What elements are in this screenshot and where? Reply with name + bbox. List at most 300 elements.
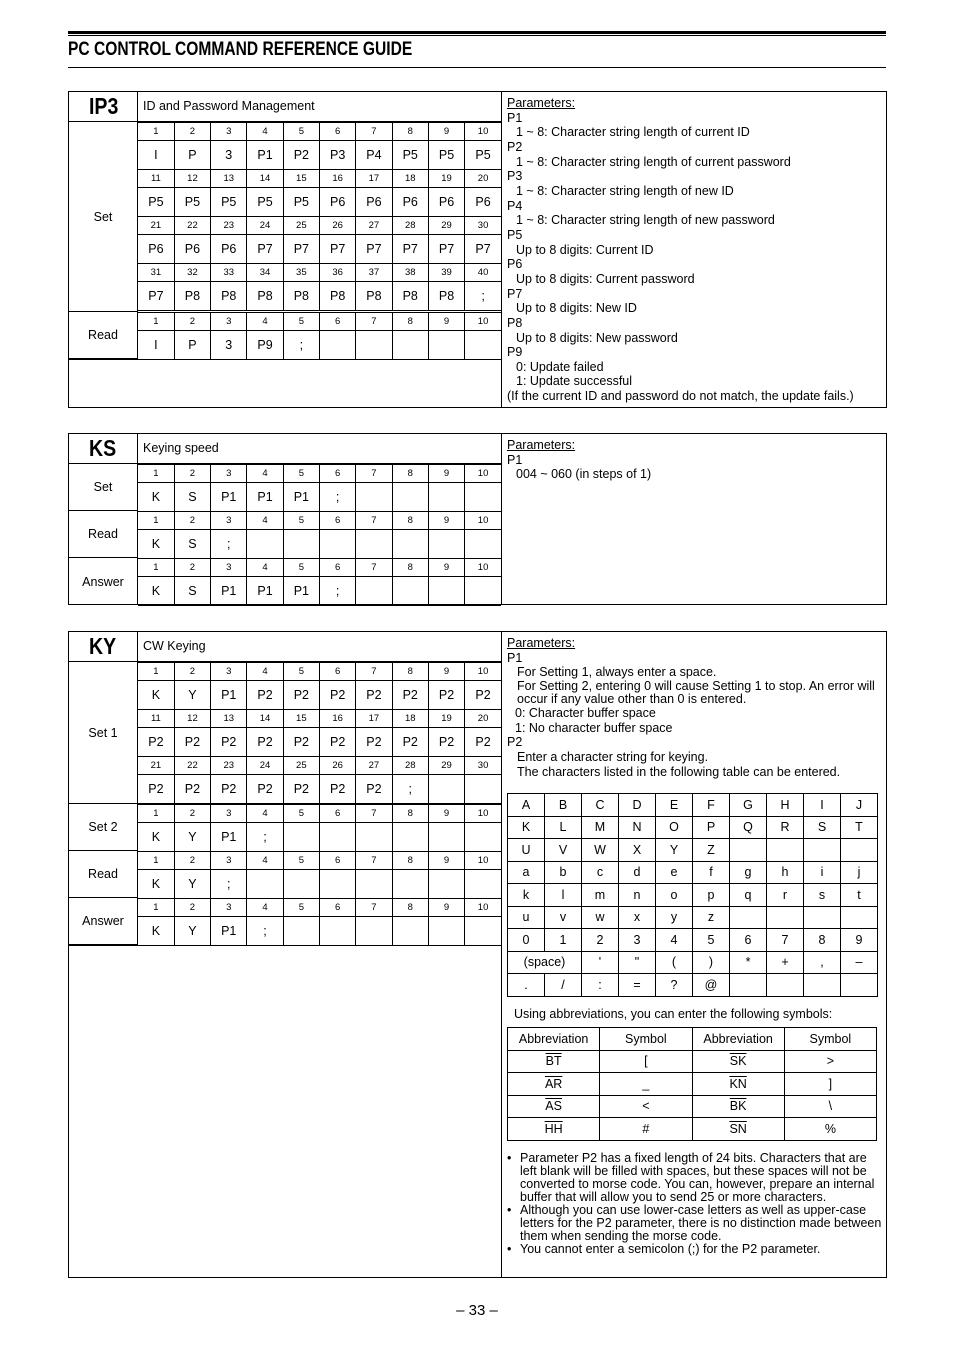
- character-cell: @: [693, 974, 730, 997]
- command-value-cell: P2: [392, 728, 428, 757]
- command-value-cell: P2: [283, 775, 319, 804]
- position-number: 10: [465, 663, 501, 681]
- command-value-cell: P8: [319, 282, 355, 311]
- command-value-cell: P2: [138, 728, 174, 757]
- parameter-line: P6: [507, 257, 523, 272]
- position-number: 13: [211, 710, 247, 728]
- character-row: [508, 929, 878, 952]
- command-value-cell: P6: [465, 188, 501, 217]
- command-value-cell: P7: [247, 235, 283, 264]
- position-number: 3: [211, 512, 247, 530]
- command-value-cell: P1: [211, 823, 247, 852]
- character-cell: J: [841, 794, 878, 817]
- character-cell: X: [619, 839, 656, 862]
- command-value-cell: Y: [174, 917, 210, 946]
- note-text: Parameter P2 has a fixed length of 24 bits. Characters that are left blank will be filled with spaces, but these spaces will not be converted to morse code. You can, however, prepare an internal buffer that will allow you to send 25 or more characters.: [520, 1150, 875, 1204]
- command-value-row: [138, 823, 501, 852]
- format-table-set: [138, 464, 501, 512]
- abbreviation-text: $\overline{SN}$: [729, 1121, 747, 1136]
- character-cell: t: [841, 884, 878, 907]
- position-number: 8: [392, 559, 428, 577]
- command-value-cell: P3: [319, 141, 355, 170]
- position-number: 5: [283, 559, 319, 577]
- position-number: 22: [174, 757, 210, 775]
- position-number: 4: [247, 512, 283, 530]
- character-cell: [767, 839, 804, 862]
- position-number: 9: [428, 852, 464, 870]
- parameter-line: P1: [507, 452, 523, 467]
- character-row: [508, 974, 878, 997]
- character-cell: [841, 839, 878, 862]
- position-number: 11: [138, 170, 174, 188]
- position-number: 2: [174, 663, 210, 681]
- command-value-cell: [356, 823, 392, 852]
- position-number-row: [138, 264, 501, 282]
- notes-list: [507, 1152, 883, 1256]
- character-cell: R: [767, 816, 804, 839]
- parameter-line: Up to 8 digits: New ID: [516, 301, 637, 316]
- command-code: KY: [69, 632, 138, 662]
- symbol-cell: >: [784, 1050, 876, 1073]
- position-number: 1: [138, 559, 174, 577]
- format-table-read: [138, 312, 501, 360]
- character-cell: V: [545, 839, 582, 862]
- table-bottom-rule: [69, 359, 501, 360]
- position-number: 2: [174, 465, 210, 483]
- position-number: 10: [465, 852, 501, 870]
- symbol-cell: <: [600, 1095, 692, 1118]
- command-value-cell: [428, 870, 464, 899]
- parameters-panel: [507, 96, 883, 404]
- command-value-cell: [428, 775, 464, 804]
- abbreviation-header: Abbreviation: [692, 1028, 784, 1051]
- command-block-ky: [68, 631, 887, 1278]
- command-value-cell: P5: [465, 141, 501, 170]
- character-cell: /: [545, 974, 582, 997]
- position-number: 30: [465, 217, 501, 235]
- character-cell: ,: [804, 951, 841, 974]
- position-number: 33: [211, 264, 247, 282]
- position-number: 5: [283, 123, 319, 141]
- position-number: 4: [247, 852, 283, 870]
- command-value-cell: P2: [319, 681, 355, 710]
- character-cell: S: [804, 816, 841, 839]
- position-number: 9: [428, 465, 464, 483]
- command-value-cell: P: [174, 141, 210, 170]
- format-table-set-1: [138, 662, 501, 804]
- command-value-cell: [247, 870, 283, 899]
- position-number-row: [138, 805, 501, 823]
- position-number: 27: [356, 757, 392, 775]
- command-value-cell: [465, 775, 501, 804]
- command-value-cell: [392, 331, 428, 360]
- command-value-cell: ;: [465, 282, 501, 311]
- character-cell: A: [508, 794, 545, 817]
- position-number: 3: [211, 663, 247, 681]
- character-cell: j: [841, 861, 878, 884]
- command-value-cell: P2: [319, 728, 355, 757]
- character-row: [508, 951, 878, 974]
- command-value-cell: P2: [392, 681, 428, 710]
- abbreviation-header: Abbreviation: [508, 1028, 600, 1051]
- command-block-ks: [68, 433, 887, 605]
- position-number: 12: [174, 170, 210, 188]
- command-value-cell: [428, 530, 464, 559]
- character-cell: f: [693, 861, 730, 884]
- command-value-cell: P5: [247, 188, 283, 217]
- parameter-line: 1: Update successful: [516, 374, 633, 389]
- character-cell: *: [730, 951, 767, 974]
- character-cell: M: [582, 816, 619, 839]
- param-p1-text: For Setting 1, always enter a space.: [517, 665, 717, 680]
- param-p1-option: 0: Character buffer space: [515, 705, 656, 720]
- abbreviation-cell: [692, 1050, 784, 1073]
- command-value-cell: P5: [211, 188, 247, 217]
- symbol-cell: \: [784, 1095, 876, 1118]
- command-value-cell: ;: [211, 530, 247, 559]
- bullet-glyph: •: [507, 1241, 512, 1256]
- command-value-cell: ;: [211, 870, 247, 899]
- command-value-cell: P2: [174, 775, 210, 804]
- character-cell: g: [730, 861, 767, 884]
- character-cell: v: [545, 906, 582, 929]
- command-value-cell: P5: [392, 141, 428, 170]
- command-value-cell: [465, 917, 501, 946]
- character-cell: E: [656, 794, 693, 817]
- command-value-cell: I: [138, 141, 174, 170]
- character-cell: 9: [841, 929, 878, 952]
- position-number: 12: [174, 710, 210, 728]
- command-value-cell: P1: [283, 483, 319, 512]
- position-number: 21: [138, 217, 174, 235]
- parameters-panel: [507, 438, 883, 482]
- position-number: 1: [138, 512, 174, 530]
- position-number: 23: [211, 217, 247, 235]
- parameter-line: P4: [507, 198, 523, 213]
- command-value-cell: P8: [428, 282, 464, 311]
- character-cell: P: [693, 816, 730, 839]
- param-p1-text: For Setting 2, entering 0 will cause Setting 1 to stop. An error will occur if any value other than 0 is entered.: [517, 678, 875, 706]
- position-number: 26: [319, 757, 355, 775]
- character-cell: 0: [508, 929, 545, 952]
- command-value-cell: P7: [428, 235, 464, 264]
- command-value-row: [138, 681, 501, 710]
- position-number: 2: [174, 512, 210, 530]
- position-number: 3: [211, 313, 247, 331]
- command-value-cell: K: [138, 870, 174, 899]
- position-number: 1: [138, 465, 174, 483]
- command-value-cell: P1: [211, 917, 247, 946]
- command-value-cell: P5: [428, 141, 464, 170]
- position-number-row: [138, 757, 501, 775]
- command-value-cell: [356, 917, 392, 946]
- command-description: Keying speed: [138, 434, 501, 464]
- character-cell: H: [767, 794, 804, 817]
- position-number: 7: [356, 512, 392, 530]
- position-number: 7: [356, 123, 392, 141]
- position-number: 37: [356, 264, 392, 282]
- abbreviation-text: $\overline{HH}$: [544, 1121, 563, 1136]
- position-number: 16: [319, 170, 355, 188]
- position-number: 10: [465, 559, 501, 577]
- character-cell: [730, 906, 767, 929]
- command-value-cell: K: [138, 577, 174, 606]
- character-cell: o: [656, 884, 693, 907]
- position-number: 1: [138, 313, 174, 331]
- command-value-cell: P2: [283, 141, 319, 170]
- command-value-cell: P5: [174, 188, 210, 217]
- command-value-row: [138, 728, 501, 757]
- position-number: 9: [428, 805, 464, 823]
- character-row: [508, 861, 878, 884]
- position-number: 1: [138, 899, 174, 917]
- command-value-cell: P7: [283, 235, 319, 264]
- abbreviation-text: $\overline{BT}$: [545, 1054, 562, 1069]
- position-number: 2: [174, 123, 210, 141]
- position-number: 9: [428, 512, 464, 530]
- command-value-cell: [392, 823, 428, 852]
- command-value-cell: ;: [319, 483, 355, 512]
- position-number: 15: [283, 710, 319, 728]
- command-value-cell: K: [138, 530, 174, 559]
- abbreviation-row: [508, 1118, 877, 1141]
- symbol-cell: _: [600, 1073, 692, 1096]
- command-value-cell: [428, 823, 464, 852]
- command-value-cell: P2: [356, 775, 392, 804]
- group-label-set: Set: [69, 464, 138, 511]
- position-number: 5: [283, 805, 319, 823]
- command-value-cell: P8: [211, 282, 247, 311]
- character-cell: ": [619, 951, 656, 974]
- position-number: 29: [428, 217, 464, 235]
- character-cell: T: [841, 816, 878, 839]
- command-value-cell: [465, 577, 501, 606]
- character-cell: .: [508, 974, 545, 997]
- group-label-answer: Answer: [69, 558, 138, 605]
- position-number: 20: [465, 710, 501, 728]
- position-number: 18: [392, 170, 428, 188]
- character-cell: 5: [693, 929, 730, 952]
- character-cell: L: [545, 816, 582, 839]
- position-number: 6: [319, 512, 355, 530]
- position-number: 22: [174, 217, 210, 235]
- table-bottom-rule: [69, 945, 501, 946]
- command-value-cell: P6: [356, 188, 392, 217]
- character-cell: p: [693, 884, 730, 907]
- parameter-line: 004 ~ 060 (in steps of 1): [516, 467, 652, 482]
- character-cell: [804, 974, 841, 997]
- abbreviation-text: $\overline{BK}$: [729, 1099, 747, 1114]
- format-table-answer: [138, 898, 501, 946]
- character-cell: n: [619, 884, 656, 907]
- position-number-row: [138, 710, 501, 728]
- character-cell: U: [508, 839, 545, 862]
- character-cell: w: [582, 906, 619, 929]
- position-number: 8: [392, 123, 428, 141]
- character-cell: –: [841, 951, 878, 974]
- position-number: 1: [138, 852, 174, 870]
- position-number: 8: [392, 663, 428, 681]
- position-number: 32: [174, 264, 210, 282]
- symbol-cell: ]: [784, 1073, 876, 1096]
- command-code: KS: [69, 434, 138, 464]
- command-value-cell: [465, 331, 501, 360]
- symbol-cell: %: [784, 1118, 876, 1141]
- position-number: 8: [392, 899, 428, 917]
- command-value-cell: P1: [211, 577, 247, 606]
- command-value-cell: [392, 483, 428, 512]
- command-value-row: [138, 188, 501, 217]
- command-value-cell: [465, 870, 501, 899]
- command-value-row: [138, 530, 501, 559]
- command-value-cell: 3: [211, 141, 247, 170]
- position-number-row: [138, 170, 501, 188]
- character-cell: y: [656, 906, 693, 929]
- position-number: 3: [211, 852, 247, 870]
- command-value-cell: [356, 331, 392, 360]
- position-number: 9: [428, 123, 464, 141]
- position-number: 36: [319, 264, 355, 282]
- command-value-cell: Y: [174, 681, 210, 710]
- character-cell: r: [767, 884, 804, 907]
- character-row: [508, 906, 878, 929]
- position-number-row: [138, 465, 501, 483]
- character-cell: [841, 974, 878, 997]
- position-number: 5: [283, 512, 319, 530]
- position-number: 10: [465, 313, 501, 331]
- bullet-glyph: •: [507, 1150, 512, 1165]
- character-cell: 8: [804, 929, 841, 952]
- position-number: 2: [174, 899, 210, 917]
- command-value-cell: P2: [247, 775, 283, 804]
- position-number: 28: [392, 217, 428, 235]
- command-value-cell: ;: [392, 775, 428, 804]
- parameters-panel: [507, 636, 883, 1256]
- parameters-heading: Parameters:: [507, 636, 576, 650]
- character-cell: 2: [582, 929, 619, 952]
- position-number: 8: [392, 805, 428, 823]
- command-value-cell: P8: [283, 282, 319, 311]
- position-number: 19: [428, 710, 464, 728]
- command-value-cell: P5: [138, 188, 174, 217]
- param-p1-option: 1: No character buffer space: [515, 720, 673, 735]
- command-value-cell: P1: [211, 681, 247, 710]
- symbol-cell: [: [600, 1050, 692, 1073]
- position-number: 2: [174, 805, 210, 823]
- column-divider: [501, 632, 502, 1277]
- command-value-cell: [319, 917, 355, 946]
- command-value-cell: K: [138, 681, 174, 710]
- group-label-read: Read: [69, 851, 138, 898]
- character-cell: [767, 974, 804, 997]
- position-number: 27: [356, 217, 392, 235]
- command-value-cell: P1: [211, 483, 247, 512]
- character-cell: [804, 839, 841, 862]
- position-number-row: [138, 512, 501, 530]
- position-number: 10: [465, 512, 501, 530]
- character-cell: ': [582, 951, 619, 974]
- command-value-row: [138, 331, 501, 360]
- group-label-read: Read: [69, 312, 138, 359]
- command-value-cell: [392, 870, 428, 899]
- character-row: [508, 884, 878, 907]
- command-value-cell: [356, 530, 392, 559]
- command-value-cell: P2: [319, 775, 355, 804]
- abbreviation-row: [508, 1095, 877, 1118]
- command-value-cell: [465, 483, 501, 512]
- position-number: 15: [283, 170, 319, 188]
- character-cell: [804, 906, 841, 929]
- position-number: 35: [283, 264, 319, 282]
- command-value-cell: P2: [356, 728, 392, 757]
- group-label-set: Set: [69, 122, 138, 312]
- command-code: IP3: [69, 92, 138, 122]
- parameter-line: P7: [507, 286, 523, 301]
- character-row: [508, 839, 878, 862]
- position-number: 7: [356, 852, 392, 870]
- header-rule-thick: [68, 31, 886, 34]
- command-value-cell: [465, 530, 501, 559]
- position-number: 20: [465, 170, 501, 188]
- command-value-cell: P1: [283, 577, 319, 606]
- position-number: 9: [428, 559, 464, 577]
- group-label-read: Read: [69, 511, 138, 558]
- position-number: 38: [392, 264, 428, 282]
- character-cell: 1: [545, 929, 582, 952]
- bullet-glyph: •: [507, 1202, 512, 1217]
- position-number: 21: [138, 757, 174, 775]
- parameter-line: 1 ~ 8: Character string length of new password: [516, 213, 775, 228]
- page-title: PC CONTROL COMMAND REFERENCE GUIDE: [68, 39, 413, 60]
- position-number: 18: [392, 710, 428, 728]
- command-value-cell: P7: [392, 235, 428, 264]
- position-number: 30: [465, 757, 501, 775]
- abbreviation-cell: [508, 1118, 600, 1141]
- position-number: 25: [283, 217, 319, 235]
- command-value-cell: P6: [174, 235, 210, 264]
- command-value-cell: P2: [138, 775, 174, 804]
- command-value-cell: P2: [174, 728, 210, 757]
- position-number: 3: [211, 123, 247, 141]
- position-number: 14: [247, 710, 283, 728]
- command-value-row: [138, 483, 501, 512]
- command-value-cell: S: [174, 577, 210, 606]
- position-number: 28: [392, 757, 428, 775]
- position-number: 2: [174, 313, 210, 331]
- character-cell: k: [508, 884, 545, 907]
- position-number: 2: [174, 559, 210, 577]
- command-value-cell: [392, 917, 428, 946]
- group-label-set-1: Set 1: [69, 662, 138, 804]
- group-label-answer: Answer: [69, 898, 138, 945]
- position-number: 10: [465, 123, 501, 141]
- command-value-row: [138, 917, 501, 946]
- symbol-cell: #: [600, 1118, 692, 1141]
- command-value-cell: [428, 331, 464, 360]
- position-number: 13: [211, 170, 247, 188]
- position-number: 29: [428, 757, 464, 775]
- position-number: 6: [319, 805, 355, 823]
- command-value-cell: P7: [356, 235, 392, 264]
- command-block-ip3: [68, 91, 887, 408]
- character-cell: +: [767, 951, 804, 974]
- parameters-heading: Parameters:: [507, 96, 576, 110]
- command-value-cell: K: [138, 483, 174, 512]
- command-value-cell: P1: [247, 577, 283, 606]
- abbreviation-cell: [692, 1118, 784, 1141]
- command-value-cell: [319, 870, 355, 899]
- position-number: 3: [211, 899, 247, 917]
